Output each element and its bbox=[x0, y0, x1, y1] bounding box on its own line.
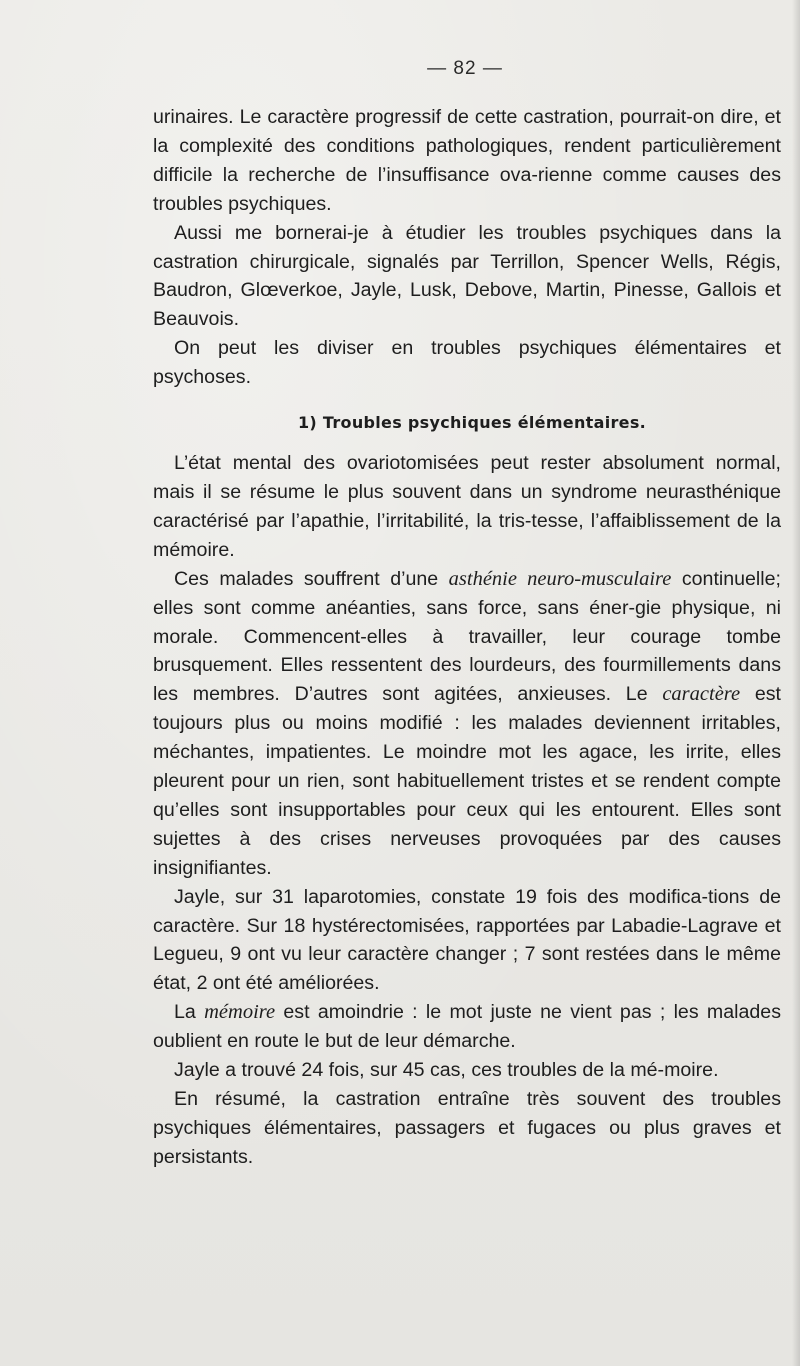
paragraph bbox=[153, 103, 781, 219]
text-run: est amoindrie : le mot juste ne vient pas ; les malades oublient en route le but de leur démarche. bbox=[153, 1001, 781, 1053]
text-run: En résumé, la castration entraîne très souvent des troubles psychiques élémentaires, passagers et fugaces ou plus graves et persistants. bbox=[153, 1088, 781, 1168]
text-run: Jayle, sur 31 laparotomies, constate 19 fois des modifica-tions de caractère. Sur 18 hystérectomisées, rapportées par Labadie-Lagrave et Legueu, 9 ont vu leur caractère changer ; 7 sont restées dans le même état, 2 ont été améliorées. bbox=[153, 885, 781, 995]
italic-term: mémoire bbox=[204, 1001, 276, 1024]
paragraph bbox=[153, 449, 781, 565]
italic-term: asthénie neuro-musculaire bbox=[448, 567, 672, 590]
text-run: Jayle a trouvé 24 fois, sur 45 cas, ces troubles de la mé-moire. bbox=[174, 1059, 719, 1082]
text-run: continuelle; elles sont comme anéanties, sans force, sans éner-gie physique, ni morale. Commencent-elles à travailler, leur courage tombe brusquement. Elles ressentent des lourdeurs, des fourmillements dans les membres. D’autres sont agitées, anxieuses. Le bbox=[153, 567, 781, 706]
section-heading: 1) Troubles psychiques élémentaires. bbox=[297, 413, 647, 433]
paragraph bbox=[153, 565, 781, 883]
paragraph bbox=[153, 1085, 781, 1172]
paragraph bbox=[153, 883, 781, 999]
text-run: est toujours plus ou moins modifié : les malades deviennent irritables, méchantes, impatientes. Le moindre mot les agace, les irrite, elles pleurent pour un rien, sont habituellement tristes et se rendent compte qu’elles sont insupportables pour ceux qui les entourent. Elles sont sujettes à des crises nerveuses provoquées par des causes insignifiantes. bbox=[153, 683, 781, 879]
paragraph bbox=[153, 1056, 781, 1085]
text-run: urinaires. Le caractère progressif de cette castration, pourrait-on dire, et la complexité des conditions pathologiques, rendent particulièrement difficile la recherche de l’insuffisance ova-rienne comme causes des troubles psychiques. bbox=[153, 106, 781, 215]
page-edge-shadow bbox=[792, 0, 800, 1366]
text-run: La bbox=[174, 1001, 205, 1024]
paragraph bbox=[153, 219, 781, 335]
italic-term: caractère bbox=[662, 683, 741, 706]
body-text bbox=[153, 103, 781, 1172]
text-run: On peut les diviser en troubles psychiques élémentaires et psychoses. bbox=[153, 337, 781, 389]
page-number: — 82 — bbox=[427, 58, 503, 79]
section-paragraphs bbox=[153, 449, 781, 1172]
intro-paragraphs bbox=[153, 103, 781, 392]
paragraph bbox=[153, 998, 781, 1056]
text-run: Ces malades souffrent d’une bbox=[174, 567, 449, 590]
text-run: L’état mental des ovariotomisées peut rester absolument normal, mais il se résume le plus souvent dans un syndrome neurasthénique caractérisé par l’apathie, l’irritabilité, la tris-tesse, l’affaiblissement de la mémoire. bbox=[153, 452, 781, 561]
paragraph bbox=[153, 334, 781, 392]
text-run: Aussi me bornerai-je à étudier les troubles psychiques dans la castration chirurgicale, signalés par Terrillon, Spencer Wells, Régis, Baudron, Glœverkoe, Jayle, Lusk, Debove, Martin, Pinesse, Gallois et Beauvois. bbox=[153, 221, 781, 331]
